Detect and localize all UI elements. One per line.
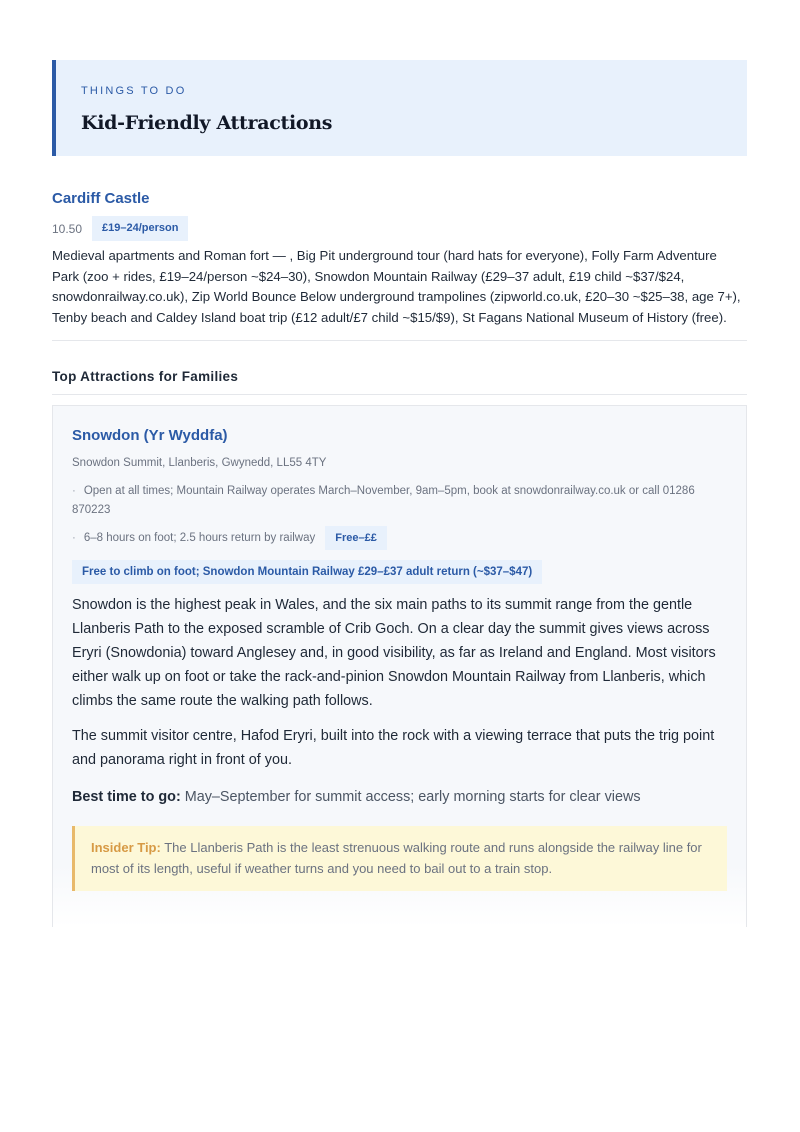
best-time-text: May–September for summit access; early morning starts for clear views	[184, 789, 641, 806]
attraction-summary	[52, 189, 747, 328]
description-paragraph: Snowdon is the highest peak in Wales, and the six main paths to its summit range from the gentle Llanberis Path to the exposed scramble of Crib Goch. On a clear day the summit gives views across Eryri (Snowdonia) toward Anglesey and, in good visibility, as far as Ireland and England. Most visitors either walk up on foot or take the rack-and-pinion Snowdon Mountain Railway from Llanberis, which climbs the same route the walking path follows.	[72, 597, 716, 710]
attraction-card	[52, 405, 747, 927]
attraction-name-link[interactable]: Cardiff Castle	[52, 190, 150, 207]
attraction-address: Snowdon Summit, Llanberis, Gwynedd, LL55 4TY	[72, 457, 327, 470]
divider	[52, 340, 747, 341]
page-content	[52, 60, 747, 927]
best-time-label: Best time to go:	[72, 789, 181, 806]
insider-tip-text: The Llanberis Path is the least strenuous walking route and runs alongside the railway line for most of its length, useful if weather turns and you need to bail out to a train stop.	[91, 840, 702, 877]
attraction-description: Medieval apartments and Roman fort — , Big Pit underground tour (hard hats for everyone), Folly Farm Adventure Park (zoo + rides, £19–24/person ~$24–30), Snowdon Mountain Railway (£29–37 adult, £19 child ~$37/$24, snowdonrailway.co.uk), Zip World Bounce Below underground trampolines (zipworld.co.uk, £20–30 ~$25–38, age 7+), Tenby beach and Caldey Island boat trip (£12 adult/£7 child ~$15/$9), St Fagans National Museum of History (free).	[52, 248, 741, 325]
insider-tip	[72, 826, 727, 891]
attraction-meta	[52, 216, 747, 241]
opening-hours-text: Open at all times; Mountain Railway operates March–November, 9am–5pm, book at snowdonrailway.co.uk or call 01286 870223	[72, 485, 695, 517]
insider-tip-label: Insider Tip:	[91, 840, 161, 856]
bullet-icon: ·	[72, 532, 76, 545]
description-paragraph: The summit visitor centre, Hafod Eryri, built into the rock with a viewing terrace that puts the trig point and panorama right in front of you.	[72, 728, 715, 769]
duration-row	[72, 526, 727, 550]
price-badge: £19–24/person	[92, 216, 188, 241]
page-title: Kid-Friendly Attractions	[81, 112, 333, 134]
header-banner	[52, 60, 747, 156]
bullet-icon: ·	[72, 485, 76, 498]
section-eyebrow: THINGS TO DO	[81, 85, 187, 97]
section-heading: Top Attractions for Families	[52, 369, 239, 385]
visit-duration: 6–8 hours on foot; 2.5 hours return by railway	[83, 532, 316, 545]
best-time	[72, 785, 727, 809]
price-detail-badge: Free to climb on foot; Snowdon Mountain Railway £29–£37 adult return (~$37–$47)	[72, 560, 542, 584]
opening-hours	[72, 482, 727, 520]
attraction-card-title[interactable]: Snowdon (Yr Wyddfa)	[72, 427, 228, 445]
divider	[52, 394, 747, 395]
price-range-badge: Free–££	[325, 526, 387, 550]
rating-value: 10.50	[52, 221, 83, 236]
